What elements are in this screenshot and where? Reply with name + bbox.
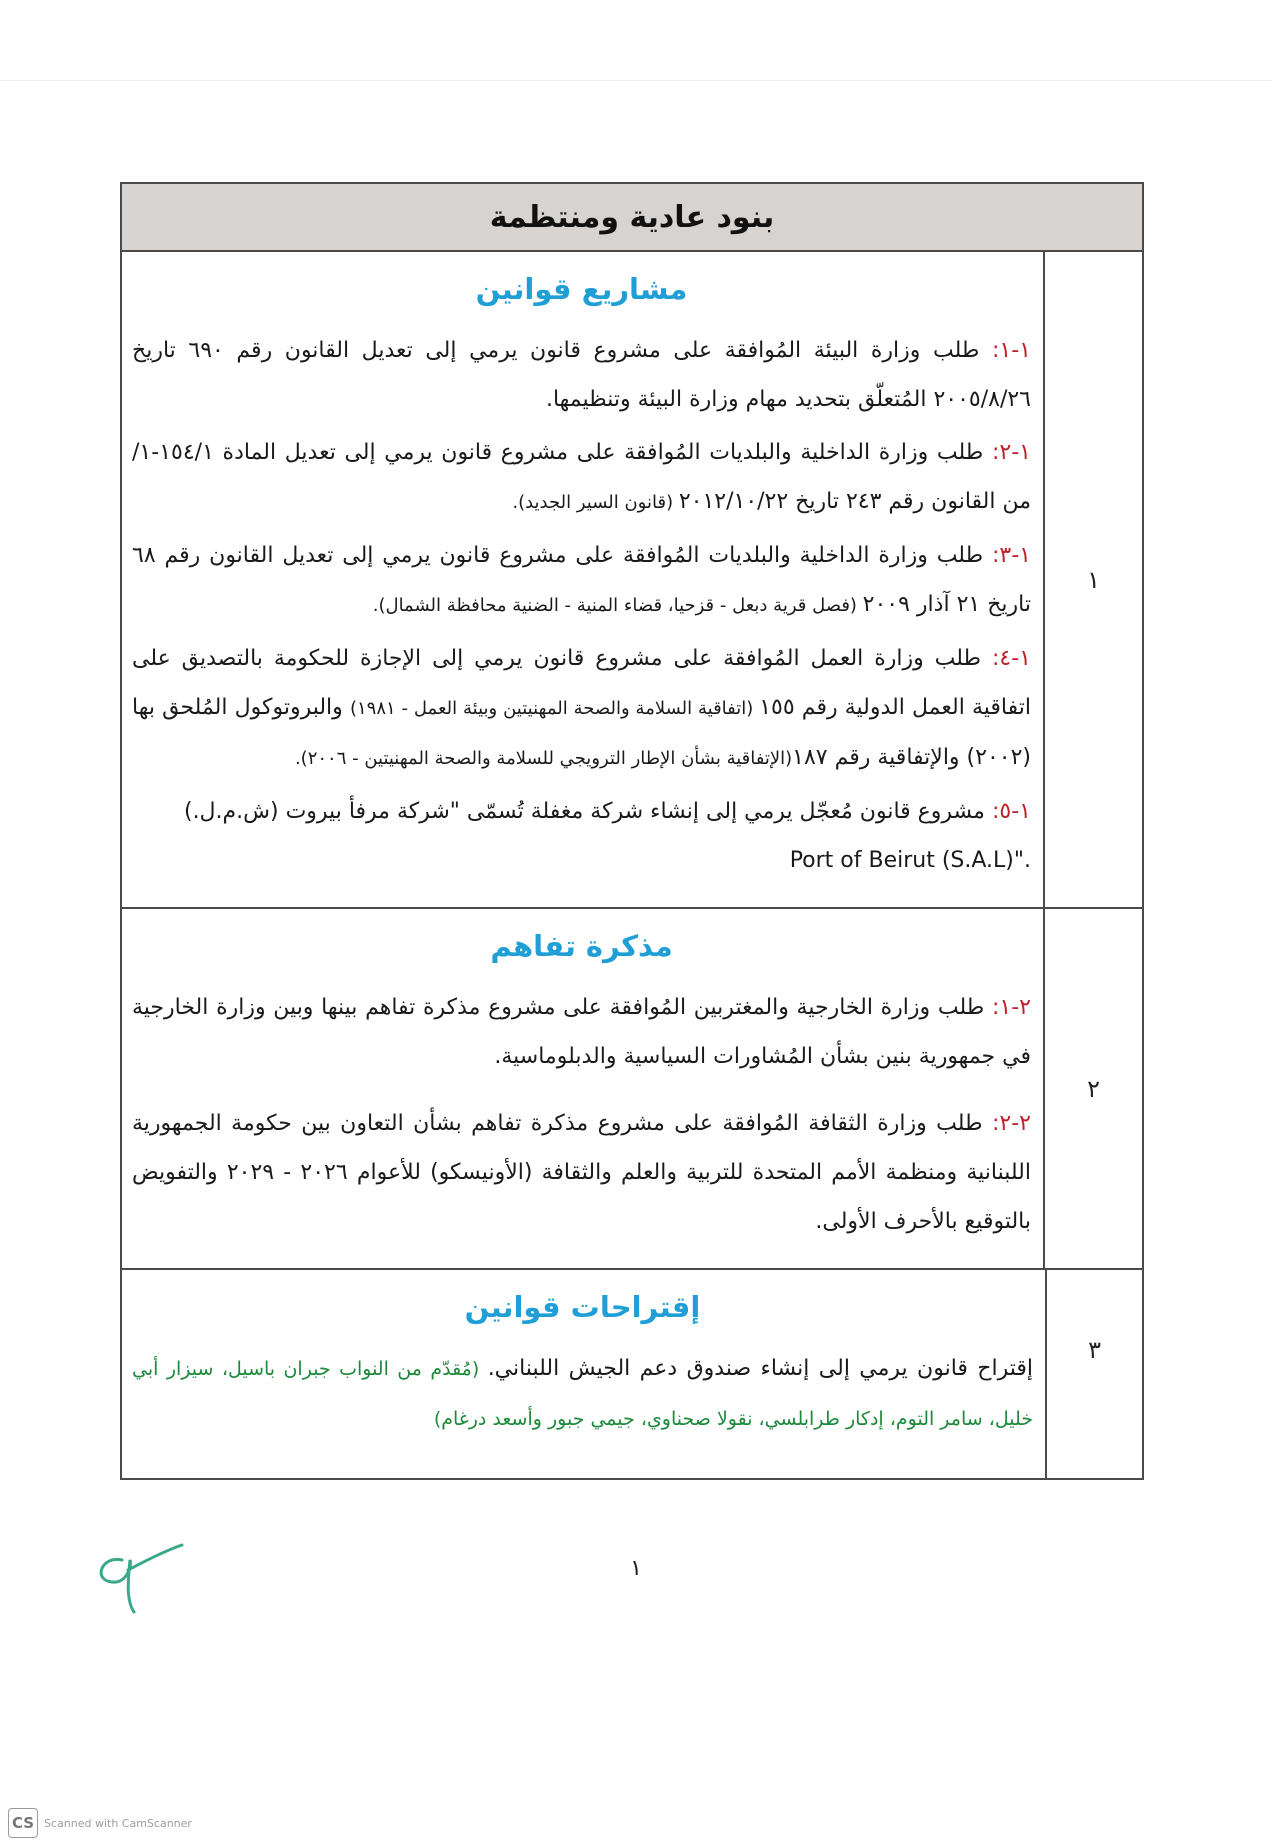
section-number-text: ٢ (1087, 1074, 1100, 1103)
item-note: (اتفاقية السلامة والصحة المهنيتين وبيئة العمل - ١٩٨١) (349, 698, 760, 719)
item-code: ١-٤: (991, 646, 1031, 671)
section-content (122, 1270, 1045, 1478)
section-number (1043, 252, 1142, 907)
section-number (1043, 909, 1142, 1268)
item-code: ٢-١: (991, 995, 1031, 1020)
section-content (122, 909, 1043, 1268)
section-title: مشاريع قوانين (475, 272, 688, 306)
item-text: طلب وزارة الداخلية والبلديات المُوافقة على مشروع قانون يرمي إلى تعديل المادة ١٥٤/١-١/ من القانون رقم ٢٤٣ تاريخ ٢٠١٢/١٠/٢٢ (132, 440, 1031, 514)
list-item (132, 531, 1031, 630)
item-code: ١-٥: (991, 799, 1031, 824)
table-header (122, 184, 1142, 252)
section-row-proposals (122, 1270, 1142, 1478)
section-title: مذكرة تفاهم (490, 929, 673, 963)
item-text: إقتراح قانون يرمي إلى إنشاء صندوق دعم الجيش اللبناني. (487, 1356, 1033, 1381)
item-text: مشروع قانون مُعجّل يرمي إلى إنشاء شركة مغفلة تُسمّى "شركة مرفأ بيروت (ش.م.ل.) (183, 799, 992, 824)
item-note: (فصل قرية دبعل - قزحيا، قضاء المنية - الضنية محافظة الشمال). (372, 595, 863, 616)
list-item (132, 326, 1031, 424)
item-note: (مُقدّم من النواب جبران باسيل، سيزار أبي خليل، سامر التوم، إدكار طرابلسي، نقولا صحناوي، جيمي جبور وأسعد درغام) (132, 1358, 1033, 1430)
list-item (132, 634, 1031, 783)
top-divider (0, 80, 1272, 81)
section-row-memoranda (122, 909, 1142, 1270)
item-code: ١-٣: (991, 543, 1031, 568)
section-title: إقتراحات قوانين (464, 1290, 701, 1324)
item-text: طلب وزارة الخارجية والمغتربين المُوافقة على مشروع مذكرة تفاهم بينها وبين وزارة الخارجية في جمهورية بنين بشأن المُشاورات السياسية والدبلوماسية. (132, 995, 1031, 1069)
section-number-text: ٣ (1088, 1336, 1101, 1364)
section-content (122, 252, 1043, 907)
section-number-text: ١ (1087, 565, 1100, 594)
list-item (132, 428, 1031, 527)
section-row-bills (122, 252, 1142, 909)
item-code: ١-١: (991, 338, 1031, 363)
item-code: ١-٢: (991, 440, 1031, 465)
list-item (132, 787, 1031, 885)
item-text: طلب وزارة العمل المُوافقة على مشروع قانون يرمي إلى الإجازة للحكومة بالتصديق على اتفاقية العمل الدولية رقم ١٥٥ (132, 646, 1032, 720)
list-item (132, 983, 1031, 1081)
header-title: بنود عادية ومنتظمة (489, 199, 775, 235)
item-latin-text: Port of Beirut (S.A.L)". (789, 848, 1031, 873)
item-text-continued: والبروتوكول المُلحق بها (٢٠٠٢) والإتفاقية رقم ١٨٧ (132, 695, 1031, 770)
item-text: طلب وزارة الداخلية والبلديات المُوافقة على مشروع قانون يرمي إلى تعديل القانون رقم ٦٨ تاريخ ٢١ آذار ٢٠٠٩ (132, 543, 1031, 617)
page-number: ١ (630, 1556, 642, 1581)
item-text: طلب وزارة البيئة المُوافقة على مشروع قانون يرمي إلى تعديل القانون رقم ٦٩٠ تاريخ ٢٠٠٥/٨/٢٦ المُتعلّق بتحديد مهام وزارة البيئة وتنظيمها. (132, 338, 1031, 412)
item-text: طلب وزارة الثقافة المُوافقة على مشروع مذكرة تفاهم بشأن التعاون بين حكومة الجمهورية اللبنانية ومنظمة الأمم المتحدة للتربية والعلم والثقافة (الأونيسكو) للأعوام ٢٠٢٦ - ٢٠٢٩ والتفويض بالتوقيع بالأحرف الأولى. (132, 1111, 1031, 1234)
scanner-watermark: Scanned with CamScanner (44, 1817, 192, 1830)
item-code: ٢-٢: (991, 1111, 1031, 1136)
item-note: (قانون السير الجديد). (512, 492, 679, 513)
list-item (132, 1099, 1031, 1246)
section-number (1045, 1270, 1142, 1478)
signature-mark (92, 1540, 192, 1620)
camscanner-logo-icon: CS (8, 1808, 38, 1838)
list-item (132, 1344, 1033, 1444)
agenda-table (120, 182, 1144, 1480)
item-note-continued: (الإتفاقية بشأن الإطار الترويجي للسلامة والصحة المهنيتين - ٢٠٠٦). (294, 748, 793, 769)
